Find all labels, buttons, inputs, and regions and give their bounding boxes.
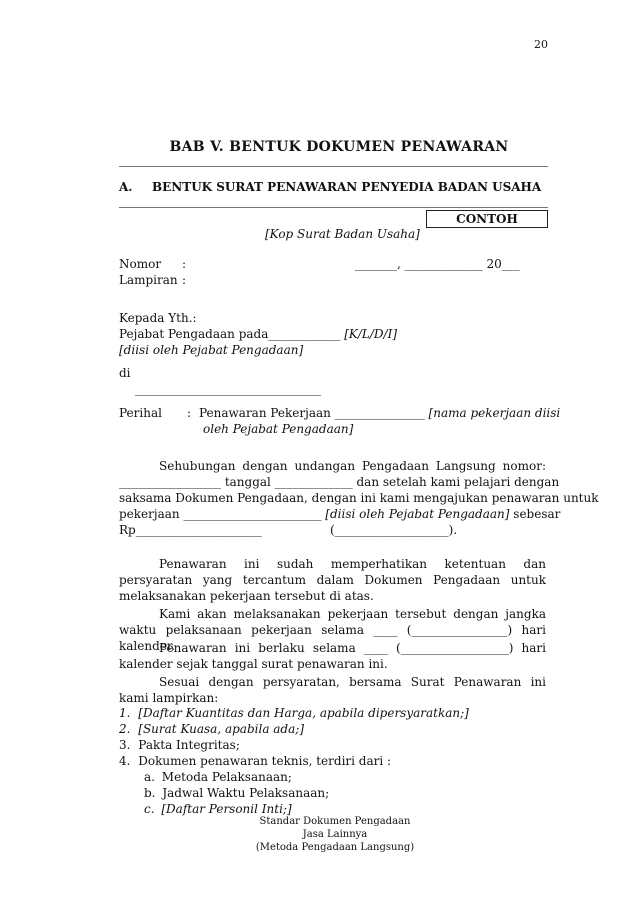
- p1-line2: _________________ tanggal _____________ dan setelah kami pelajari dengan: [119, 475, 560, 489]
- date-line: _______, _____________ 20___: [355, 257, 520, 271]
- kepada-yth: Kepada Yth.:: [119, 311, 197, 325]
- contoh-box: CONTOH: [426, 210, 548, 228]
- paragraph-3: Kami akan melaksanakan pekerjaan tersebut dengan jangka waktu pelaksanaan pekerjaan selama ____ (________________) hari kalender.: [119, 607, 546, 653]
- paragraph-2: Penawaran ini sudah memperhatikan ketentuan dan persyaratan yang tercantum dalam Dokumen Pengadaan untuk melaksanakan pekerjaan tersebut di atas.: [119, 557, 546, 603]
- footer-line-2: Jasa Lainnya: [302, 829, 368, 840]
- sublist-text: Metoda Pelaksanaan;: [161, 770, 292, 784]
- p1-line5-middle: [330, 522, 457, 538]
- sublist-num: b.: [144, 786, 156, 800]
- list-text: [Daftar Kuantitas dan Harga, apabila dipersyaratkan;]: [138, 706, 469, 720]
- p1-line1: Sehubungan dengan undangan Pengadaan Langsung nomor:: [159, 459, 546, 473]
- p1-line4-suffix: sebesar: [513, 507, 561, 521]
- perihal-line2: oleh Pejabat Pengadaan]: [203, 422, 354, 436]
- list-item: [119, 753, 391, 769]
- paragraph-4: Penawaran ini berlaku selama ____ (__________________) hari kalender sejak tanggal surat penawaran ini.: [119, 641, 546, 671]
- list-text: Dokumen penawaran teknis, terdiri dari :: [138, 754, 392, 768]
- chapter-divider: [119, 166, 548, 167]
- section-divider: [119, 207, 548, 208]
- list-num: 1.: [119, 706, 131, 720]
- list-item: [119, 721, 304, 737]
- footer-line-1: Standar Dokumen Pengadaan: [259, 816, 411, 827]
- list-text: Pakta Integritas;: [138, 738, 240, 752]
- lampiran-label: Lampiran: [119, 273, 178, 287]
- kepada-di: di: [119, 366, 131, 380]
- p1-line5-prefix: Rp_____________________: [119, 523, 262, 537]
- nomor-colon: :: [182, 257, 187, 271]
- sublist-num: a.: [144, 770, 155, 784]
- perihal-suffix: [nama pekerjaan diisi: [428, 406, 561, 420]
- perihal-prefix: Penawaran Pekerjaan _______________: [199, 406, 425, 420]
- kepada-pejabat-suffix: [K/L/D/I]: [344, 327, 398, 341]
- footer: [0, 815, 638, 854]
- paragraph-5: Sesuai dengan persyaratan, bersama Surat Penawaran ini kami lampirkan:: [119, 675, 546, 705]
- page-number: 20: [534, 38, 548, 51]
- lampiran-colon: :: [182, 273, 187, 287]
- p1-line3: saksama Dokumen Pengadaan, dengan ini kami mengajukan penawaran untuk: [119, 491, 599, 505]
- p1-period: .: [453, 523, 458, 537]
- kepada-di-blank: _______________________________: [135, 382, 321, 396]
- list-num: 2.: [119, 722, 131, 736]
- sublist-text: [Daftar Personil Inti;]: [161, 802, 292, 816]
- kop-surat: [Kop Surat Badan Usaha]: [265, 227, 420, 241]
- kepada-pejabat: [119, 326, 397, 342]
- sublist-item: [144, 785, 329, 801]
- section-title: BENTUK SURAT PENAWARAN PENYEDIA BADAN USAHA: [152, 180, 542, 194]
- nomor-label: Nomor: [119, 257, 162, 271]
- perihal-label: Perihal: [119, 406, 162, 420]
- kepada-pejabat-prefix: Pejabat Pengadaan pada____________: [119, 327, 341, 341]
- footer-line-3: (Metoda Pengadaan Langsung): [255, 842, 415, 853]
- list-num: 4.: [119, 754, 131, 768]
- p1-line4: [119, 506, 561, 522]
- list-item: [119, 705, 469, 721]
- perihal-line1: [199, 405, 561, 421]
- perihal-colon: :: [187, 406, 192, 420]
- p1-line4-prefix: pekerjaan _______________________: [119, 507, 322, 521]
- kepada-note: [diisi oleh Pejabat Pengadaan]: [119, 343, 304, 357]
- sublist-item: [144, 769, 292, 785]
- list-item: [119, 737, 240, 753]
- sublist-text: Jadwal Waktu Pelaksanaan;: [162, 786, 330, 800]
- chapter-title: BAB V. BENTUK DOKUMEN PENAWARAN: [169, 139, 509, 155]
- section-letter: A.: [119, 180, 133, 194]
- p1-line4-italic: [diisi oleh Pejabat Pengadaan]: [325, 507, 510, 521]
- sublist-num: c.: [144, 802, 155, 816]
- list-num: 3.: [119, 738, 131, 752]
- list-text: [Surat Kuasa, apabila ada;]: [138, 722, 304, 736]
- p1-amount-words: (___________________): [330, 523, 454, 537]
